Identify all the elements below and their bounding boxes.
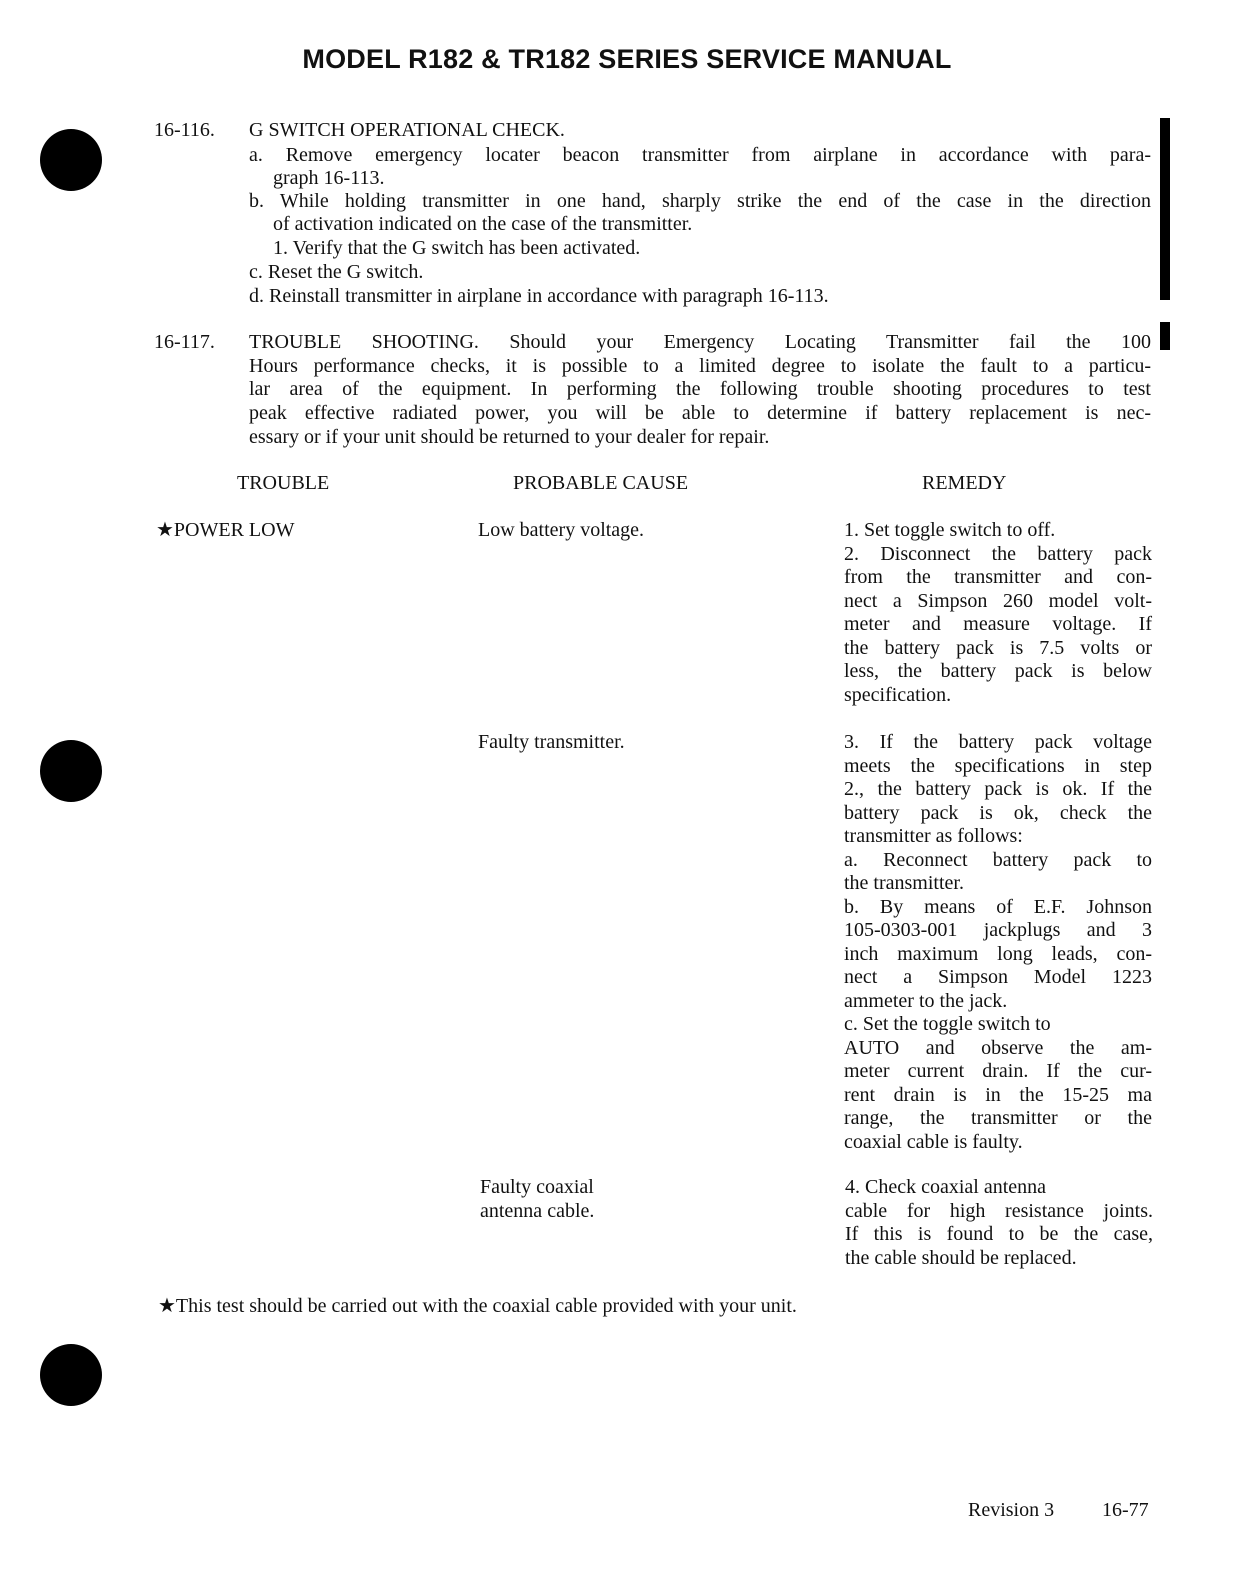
step-c: c. Reset the G switch.: [249, 261, 424, 283]
step-b1: 1. Verify that the G switch has been activated.: [273, 237, 641, 259]
remedy-line: a. Reconnect battery pack to: [844, 848, 1152, 871]
remedy-line: meter current drain. If the cur-: [844, 1060, 1152, 1082]
section-117-line: TROUBLE SHOOTING. Should your Emergency Locating Transmitter fail the 100: [249, 331, 1151, 353]
remedy-line: transmitter as follows:: [844, 825, 1023, 847]
remedy-line: 2. Disconnect the battery pack: [844, 542, 1152, 565]
remedy-line: the battery pack is 7.5 volts or: [844, 636, 1152, 659]
remedy-line: inch maximum long leads, con-: [844, 942, 1152, 965]
remedy-line: b. By means of E.F. Johnson: [844, 895, 1152, 918]
step-d: d. Reinstall transmitter in airplane in accordance with paragraph 16-113.: [249, 285, 829, 307]
remedy-line: coaxial cable is faulty.: [844, 1130, 1023, 1153]
remedy-line: 1. Set toggle switch to off.: [844, 519, 1056, 541]
section-heading-16-116: G SWITCH OPERATIONAL CHECK.: [249, 119, 565, 141]
section-117-line: essary or if your unit should be returned to your dealer for repair.: [249, 426, 770, 448]
cause-line: antenna cable.: [480, 1199, 595, 1222]
cause-cell: [478, 519, 644, 543]
cause-line: Faulty coaxial: [480, 1176, 594, 1198]
binder-hole-top: [40, 129, 102, 191]
remedy-line: nect a Simpson 260 model volt-: [844, 589, 1152, 612]
remedy-line: c. Set the toggle switch to: [844, 1013, 1051, 1035]
remedy-line: 2., the battery pack is ok. If the: [844, 778, 1152, 800]
cause-cell: [480, 1176, 594, 1223]
remedy-line: nect a Simpson Model 1223: [844, 966, 1152, 988]
remedy-line: meets the specifications in step: [844, 754, 1152, 777]
step-a-line: graph 16-113.: [273, 167, 385, 189]
page-title: MODEL R182 & TR182 SERIES SERVICE MANUAL: [302, 44, 952, 74]
page-number: 16-77: [1102, 1499, 1149, 1521]
step-b-line: of activation indicated on the case of the transmitter.: [273, 213, 693, 235]
column-header-probable-cause: PROBABLE CAUSE: [513, 472, 689, 494]
remedy-line: less, the battery pack is below: [844, 660, 1152, 682]
change-bar: [1160, 118, 1170, 300]
remedy-line: battery pack is ok, check the: [844, 801, 1152, 824]
cause-line: Faulty transmitter.: [478, 731, 625, 753]
step-b-line: b. While holding transmitter in one hand, sharply strike the end of the case in the direction: [249, 190, 1151, 212]
section-117-line: peak effective radiated power, you will be able to determine if battery replacement is nec-: [249, 402, 1151, 424]
binder-hole-middle: [40, 740, 102, 802]
section-117-line: lar area of the equipment. In performing the following trouble shooting procedures to test: [249, 378, 1151, 400]
column-header-trouble: TROUBLE: [237, 472, 330, 494]
cause-line: Low battery voltage.: [478, 519, 645, 541]
remedy-line: rent drain is in the 15-25 ma: [844, 1083, 1152, 1106]
remedy-line: the cable should be replaced.: [845, 1246, 1077, 1269]
remedy-line: specification.: [844, 683, 952, 706]
section-117-line: Hours performance checks, it is possible to a limited degree to isolate the fault to a particu-: [249, 355, 1151, 377]
remedy-line: 3. If the battery pack voltage: [844, 731, 1152, 753]
remedy-line: cable for high resistance joints.: [845, 1199, 1153, 1222]
section-number-16-117: 16-117.: [154, 331, 215, 353]
binder-hole-bottom: [40, 1344, 102, 1406]
remedy-line: 4. Check coaxial antenna: [845, 1176, 1047, 1198]
remedy-cell: [844, 731, 1152, 1154]
trouble-power-low: ★POWER LOW: [156, 519, 295, 541]
remedy-line: 105-0303-001 jackplugs and 3: [844, 919, 1152, 941]
remedy-line: ammeter to the jack.: [844, 989, 1008, 1012]
remedy-line: meter and measure voltage. If: [844, 613, 1152, 635]
section-number-16-116: 16-116.: [154, 119, 215, 141]
remedy-line: from the transmitter and con-: [844, 566, 1152, 588]
remedy-line: If this is found to be the case,: [845, 1223, 1153, 1245]
change-bar: [1160, 322, 1170, 350]
revision-label: Revision 3: [968, 1499, 1055, 1521]
remedy-line: AUTO and observe the am-: [844, 1036, 1152, 1059]
footnote: ★This test should be carried out with the coaxial cable provided with your unit.: [158, 1295, 797, 1317]
remedy-cell: [844, 519, 1152, 707]
cause-cell: [478, 731, 625, 755]
remedy-cell: [845, 1176, 1153, 1270]
remedy-line: the transmitter.: [844, 872, 964, 894]
remedy-line: range, the transmitter or the: [844, 1107, 1152, 1129]
step-a-line: a. Remove emergency locater beacon transmitter from airplane in accordance with para-: [249, 144, 1151, 166]
column-header-remedy: REMEDY: [922, 472, 1007, 494]
